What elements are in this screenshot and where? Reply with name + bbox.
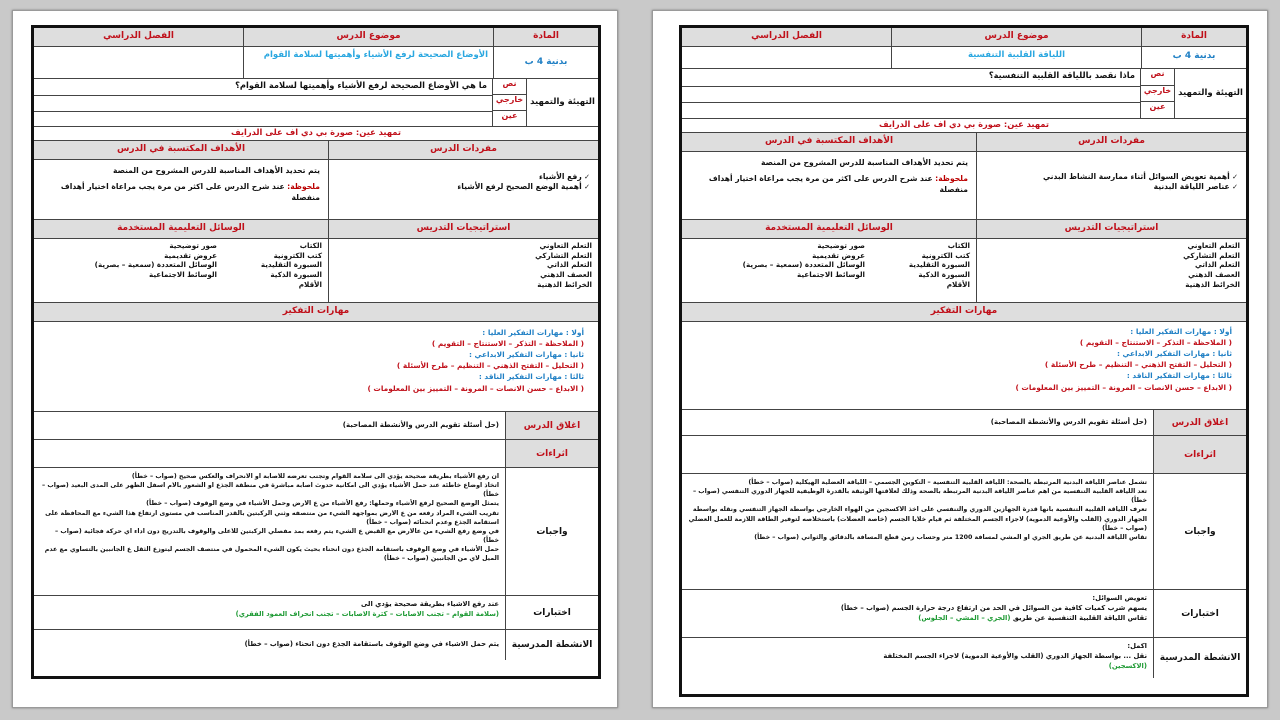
vocab-header: مفردات الدرس: [976, 133, 1246, 151]
tool-item: كتب الكترونية: [921, 250, 970, 260]
homework-content: [34, 468, 506, 595]
homework-item: في وضع رفع الشيء من عالارض مع القبض ع الشيء يتم رفعه بمد مفصلي الركبتين للاعلى والوقوف بالتدريج دون اداء اي حركة فجائية (صواب – خطأ): [55, 527, 499, 544]
strategy-item: التعلم التعاوني: [539, 241, 592, 250]
lesson-plan-form: [31, 25, 601, 679]
tool-item: عروض تقديمية: [812, 250, 865, 260]
subject-value: بدنية 4 ب: [493, 47, 598, 78]
semester-label: الفصل الدراسي: [682, 28, 891, 46]
strategy-item: التعلم التشاركي: [535, 250, 592, 260]
homework-item: تعد اللياقة القلبية التنفسية من اهم عناصر اللياقة البدنية المرتبطة بالصحة وذلك لعلاقتها الوثيقة بالقدرة الوظيفية للجهاز الدوري التنفسي (صواب – خطأ): [692, 488, 1147, 505]
activities-label: الانشطة المدرسية: [1154, 638, 1246, 678]
strategy-item: الخرائط الذهنية: [1185, 279, 1240, 289]
tools-col2: [688, 241, 865, 300]
external-type-label: خارجي: [493, 95, 526, 111]
homework-content: [682, 474, 1154, 589]
homework-item: تقاس اللياقة البدنية عن طريق الجري او المشي لمسافة 1200 متر وحساب زمن قطع المسافة بالدقائق والثواني (صواب – خطأ): [754, 533, 1147, 541]
enrich-content: [682, 436, 1154, 473]
note-text: عند شرح الدرس على اكثر من مرة يجب مراعاة اختيار أهداف منفصلة: [60, 182, 320, 202]
topic-value: الأوضاع الصحيحة لرفع الأشياء وأهميتها لسلامة القوام: [243, 47, 493, 78]
goals-cell: [682, 152, 976, 219]
goals-text: يتم تحديد الأهداف المناسبة للدرس المشروح من المنصة: [112, 166, 320, 175]
topic-label: موضوع الدرس: [243, 28, 493, 46]
warmup-eye-blank: [682, 103, 1140, 118]
subject-value: بدنية 4 ب: [1141, 47, 1246, 68]
note-text: عند شرح الدرس على اكثر من مرة يجب مراعاة اختيار أهداف منفصلة: [708, 174, 968, 194]
tool-item: الوسائط الاجتماعية: [797, 270, 865, 280]
semester-value: [34, 47, 243, 78]
thinking-header: مهارات التفكير: [682, 303, 1246, 321]
thinking-title: ثالثا : مهارات التفكير الناقد :: [478, 372, 584, 382]
closing-label: اغلاق الدرس: [1154, 410, 1246, 435]
warmup-external-blank: [34, 96, 492, 111]
semester-value: [682, 47, 891, 68]
warmup-question: ما هي الأوضاع الصحيحة لرفع الأشياء وأهميتها لسلامة القوام؟: [34, 79, 492, 96]
strategy-item: التعلم التشاركي: [1183, 250, 1240, 260]
goals-header: الأهداف المكتسبة في الدرس: [682, 133, 976, 151]
tools-cell: [34, 239, 328, 302]
goals-cell: [34, 160, 328, 219]
homework-label: واجبات: [506, 468, 598, 595]
tool-item: السبورة الذكية: [918, 270, 970, 280]
homework-item: ان رفع الأشياء بطريقة صحيحة يؤدي الى سلامة القوام وتجنب تعرضه للاصابة او الانحراف والعكس صحيح (صواب – خطأ): [131, 473, 499, 480]
tool-item: السبورة الذكية: [270, 270, 322, 280]
homework-item: تعرف اللياقة القلبية التنفسية بانها قدرة الجهازين الدوري والتنفسي على اخذ الاكسجين من الهواء الخارجي بواسطة الجهاز التنفسي ونقله بواسطة الجهاز الدوري (القلب والأوعية الدموية) لاجزاء الجسم المختلفة ثم قيام خلايا الجسم (خاصة العضلات) باستخلاصه لتوفير الطاقة اللازمة للعمل العضلي (صواب – خطأ): [688, 506, 1147, 532]
thinking-title: ثانيا : مهارات التفكير الابداعي :: [1116, 349, 1232, 359]
enrich-label: اثراءات: [506, 440, 598, 467]
vocab-list: [328, 160, 598, 219]
thinking-values: ( الابداع – حسن الانصات – المرونة – التمييز بين المعلومات ): [1015, 382, 1232, 392]
tests-options: (الجري – المشي – الجلوس): [918, 613, 1011, 622]
lesson-plan-page-left: [12, 10, 618, 708]
text-type-label: نص: [493, 79, 526, 95]
tests-options: (سلامة القوام – تجنب الاصابات – كثرة الاصابات – تجنب انحراف العمود الفقري): [235, 609, 499, 618]
tool-item: عروض تقديمية: [164, 250, 217, 260]
tests-content: [682, 590, 1154, 637]
warmup-content: [34, 79, 492, 126]
tools-col2: [40, 241, 217, 300]
closing-text: (حل أسئلة تقويم الدرس والأنشطة المصاحبة): [34, 412, 506, 439]
vocab-item: ✓ أهمية الوضع الصحيح لرفع الأشياء: [337, 182, 590, 192]
vocab-list: [976, 152, 1246, 219]
activities-text: نقل ... بواسطة الجهاز الدوري (القلب والأوعية الدموية) لاجزاء الجسم المختلفة: [883, 651, 1147, 660]
strategies-header: استراتيجيات التدريس: [328, 220, 598, 238]
homework-item: يتمثل الوضع الصحيح لرفع الأشياء وحملها: رفع الأشياء من ع الارض وحمل الأشياء في وضع الوقوف (صواب – خطأ): [146, 500, 499, 508]
warmup-question: ماذا نقصد باللياقة القلبية التنفسية؟: [682, 69, 1140, 87]
warmup-label: التهيئة والتمهيد: [1174, 69, 1246, 118]
thinking-header: مهارات التفكير: [34, 303, 598, 321]
eye-intro: تمهيد عين: صورة بي دي اف على الدرايف: [231, 127, 401, 137]
thinking-values: ( الملاحظة – التذكر – الاستنتاج – التقويم ): [1079, 338, 1232, 348]
enrich-content: [34, 440, 506, 467]
activities-text: يتم حمل الاشياء في وضع الوقوف باستقامة الجذع دون انحناء (صواب – خطأ): [34, 630, 506, 660]
tests-label: اختبارات: [506, 596, 598, 629]
tool-item: الكتاب: [947, 241, 970, 250]
thinking-values: ( الابداع – حسن الانصات – المرونة – التمييز بين المعلومات ): [367, 383, 584, 393]
tools-col1: [865, 241, 970, 300]
tool-item: الوسائل المتعددة (سمعية – بصرية): [94, 260, 217, 270]
tool-item: الأقلام: [298, 279, 322, 289]
closing-label: اغلاق الدرس: [506, 412, 598, 439]
strategy-item: التعلم التعاوني: [1187, 241, 1240, 250]
warmup-external-blank: [682, 87, 1140, 103]
text-type-label: نص: [1141, 69, 1174, 86]
activities-content: [682, 638, 1154, 678]
thinking-values: ( التحليل – التفتح الذهني – التنظيم – طرح الأسئلة ): [1044, 360, 1232, 370]
lesson-plan-page-right: [652, 10, 1268, 708]
topic-label: موضوع الدرس: [891, 28, 1141, 46]
vocab-item: ✓ أهمية تعويض السوائل أثناء ممارسة النشاط البدني: [985, 172, 1238, 182]
strategy-item: التعلم الذاتي: [1195, 260, 1240, 270]
strategy-item: العصف الذهني: [540, 270, 592, 280]
vocab-item: ✓ عناصر اللياقة البدنية: [985, 182, 1238, 192]
subject-label: المادة: [493, 28, 598, 46]
strategies-list: [328, 239, 598, 302]
tool-item: الوسائل المتعددة (سمعية – بصرية): [742, 260, 865, 270]
activities-label: الانشطة المدرسية: [506, 630, 598, 660]
closing-text: (حل أسئلة تقويم الدرس والأنشطة المصاحبة): [682, 410, 1154, 435]
thinking-title: ثالثا : مهارات التفكير الناقد :: [1126, 371, 1232, 381]
tests-label: اختبارات: [1154, 590, 1246, 637]
enrich-label: اثراءات: [1154, 436, 1246, 473]
strategy-item: التعلم الذاتي: [547, 260, 592, 270]
tools-cell: [682, 239, 976, 302]
homework-item: تقريب الشيء المراد رفعه من ع الارض بمواجهة الشيء من منتصفه وثني الركبتين بالقدر المناسب في مستوى ارتفاع هذا الشيء مع المحافظة على استقامة الجذع وعدم انحنائه (صواب – خطأ): [45, 509, 499, 526]
warmup-eye-blank: [34, 112, 492, 126]
tools-col1: [217, 241, 322, 300]
strategy-item: العصف الذهني: [1188, 270, 1240, 280]
tool-item: السبورة التقليدية: [908, 260, 970, 270]
tool-item: الكتاب: [299, 241, 322, 250]
thinking-title: أولا : مهارات التفكير العليا :: [1130, 327, 1232, 336]
activities-answer: (الاكسجين): [1108, 661, 1147, 670]
warmup-content: [682, 69, 1140, 118]
subject-label: المادة: [1141, 28, 1246, 46]
note-label: ملحوظة:: [935, 174, 968, 184]
warmup-type-column: [492, 79, 526, 126]
homework-label: واجبات: [1154, 474, 1246, 589]
thinking-values: ( التحليل – التفتح الذهني – التنظيم – طرح الأسئلة ): [396, 361, 584, 371]
tests-question: تقاس اللياقة القلبية التنفسية عن طريق: [1012, 613, 1147, 622]
tool-item: الوسائط الاجتماعية: [149, 270, 217, 280]
tests-heading: تعويض السوائل:: [1092, 594, 1147, 602]
thinking-title: ثانيا : مهارات التفكير الابداعي :: [468, 350, 584, 360]
tests-question: يسهم شرب كميات كافية من السوائل في الحد من ارتفاع درجة حرارة الجسم (صواب – خطأ): [840, 603, 1147, 612]
goals-text: يتم تحديد الأهداف المناسبة للدرس المشروح من المنصة: [760, 158, 968, 167]
tool-item: صور توضيحية: [169, 241, 217, 250]
semester-label: الفصل الدراسي: [34, 28, 243, 46]
lesson-plan-form: [679, 25, 1249, 697]
strategies-header: استراتيجيات التدريس: [976, 220, 1246, 238]
thinking-skills: [34, 322, 598, 411]
external-type-label: خارجي: [1141, 86, 1174, 103]
vocab-item: ✓ رفع الأشياء: [337, 172, 590, 182]
warmup-label: التهيئة والتمهيد: [526, 79, 598, 126]
tools-header: الوسائل التعليمية المستخدمة: [34, 220, 328, 238]
note-label: ملحوظة:: [287, 182, 320, 192]
topic-value: اللياقة القلبية التنفسية: [891, 47, 1141, 68]
eye-intro: تمهيد عين: صورة بي دي اف على الدرايف: [879, 119, 1049, 129]
homework-item: اتخاذ اوضاع خاطئة عند حمل الأشياء يؤدي الى امكانية حدوث اصابة مباشرة في منطقة الجذع او الشعور بالام اسفل الظهر على المدى البعيد (صواب – خطأ): [42, 482, 499, 499]
eye-type-label: عين: [1149, 102, 1166, 112]
tools-header: الوسائل التعليمية المستخدمة: [682, 220, 976, 238]
tool-item: صور توضيحية: [817, 241, 865, 250]
strategies-list: [976, 239, 1246, 302]
thinking-title: أولا : مهارات التفكير العليا :: [482, 328, 584, 337]
tool-item: السبورة التقليدية: [260, 260, 322, 270]
strategy-item: الخرائط الذهنية: [537, 279, 592, 289]
homework-item: حمل الأشياء في وضع الوقوف باستقامة الجذع دون انحناء بحيث يكون الشيء المحمول في منتصف الجسم ليتوزع الثقل ع الجانبين بالتساوي مع عدم الميل لاي من الجانبين (صواب – خطأ): [44, 546, 499, 563]
tool-item: كتب الكترونية: [273, 250, 322, 260]
activities-heading: اكمل:: [1127, 642, 1147, 650]
goals-header: الأهداف المكتسبة في الدرس: [34, 141, 328, 159]
tool-item: الأقلام: [946, 279, 970, 289]
vocab-header: مفردات الدرس: [328, 141, 598, 159]
homework-item: تشمل عناصر اللياقة البدنية المرتبطة بالصحة: اللياقة القلبية التنفسية – التكوين الجسمي – اللياقة العضلية الهيكلية (صواب – خطأ): [748, 479, 1147, 486]
warmup-type-column: [1140, 69, 1174, 118]
tests-question: عند رفع الاشياء بطريقة صحيحة يؤدي الى: [361, 600, 499, 608]
thinking-skills: [682, 322, 1246, 409]
tests-content: [34, 596, 506, 629]
eye-type-label: عين: [501, 111, 518, 120]
thinking-values: ( الملاحظة – التذكر – الاستنتاج – التقويم ): [431, 339, 584, 349]
